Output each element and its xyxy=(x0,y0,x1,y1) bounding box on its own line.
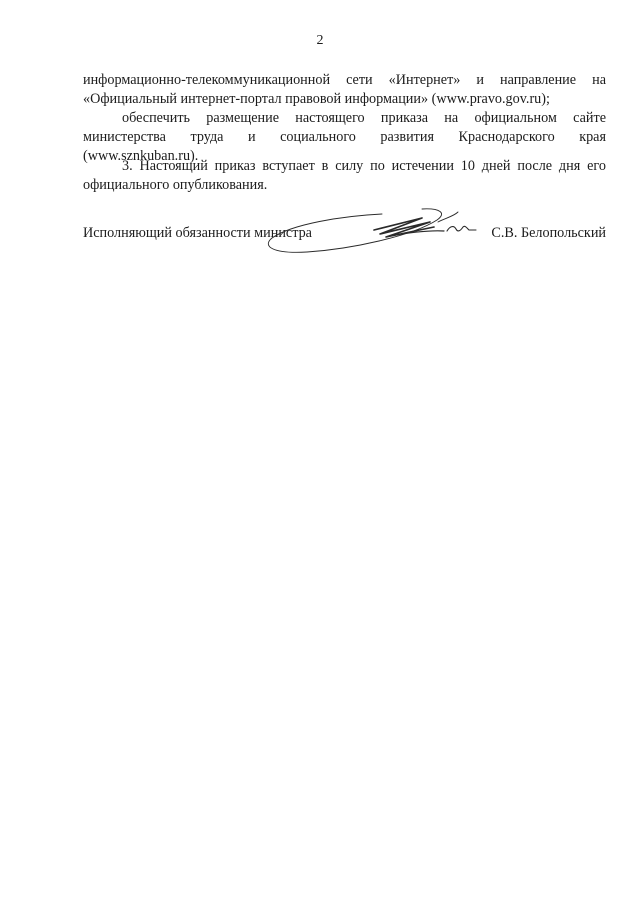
paragraph-line: информационно-телекоммуникационной сети «Интернет» и направление на xyxy=(83,72,606,88)
handwritten-signature xyxy=(262,200,492,260)
paragraph-effective-date xyxy=(83,157,606,195)
paragraph-publication xyxy=(83,71,606,109)
paragraph-line: (www.sznkuban.ru). xyxy=(83,148,199,164)
signatory-title: Исполняющий обязанности министра xyxy=(83,225,312,241)
paragraph-line: «Официальный интернет-портал правовой информации» (www.pravo.gov.ru); xyxy=(83,91,550,107)
paragraph-line: обеспечить размещение настоящего приказа на официальном сайте xyxy=(122,110,606,126)
paragraph-line: 3. Настоящий приказ вступает в силу по истечении 10 дней после дня его xyxy=(122,158,606,174)
paragraph-line: министерства труда и социального развития Краснодарского края xyxy=(83,129,606,145)
page-number: 2 xyxy=(316,33,324,48)
signatory-name: С.В. Белопольский xyxy=(491,225,606,241)
paragraph-line: официального опубликования. xyxy=(83,177,268,193)
